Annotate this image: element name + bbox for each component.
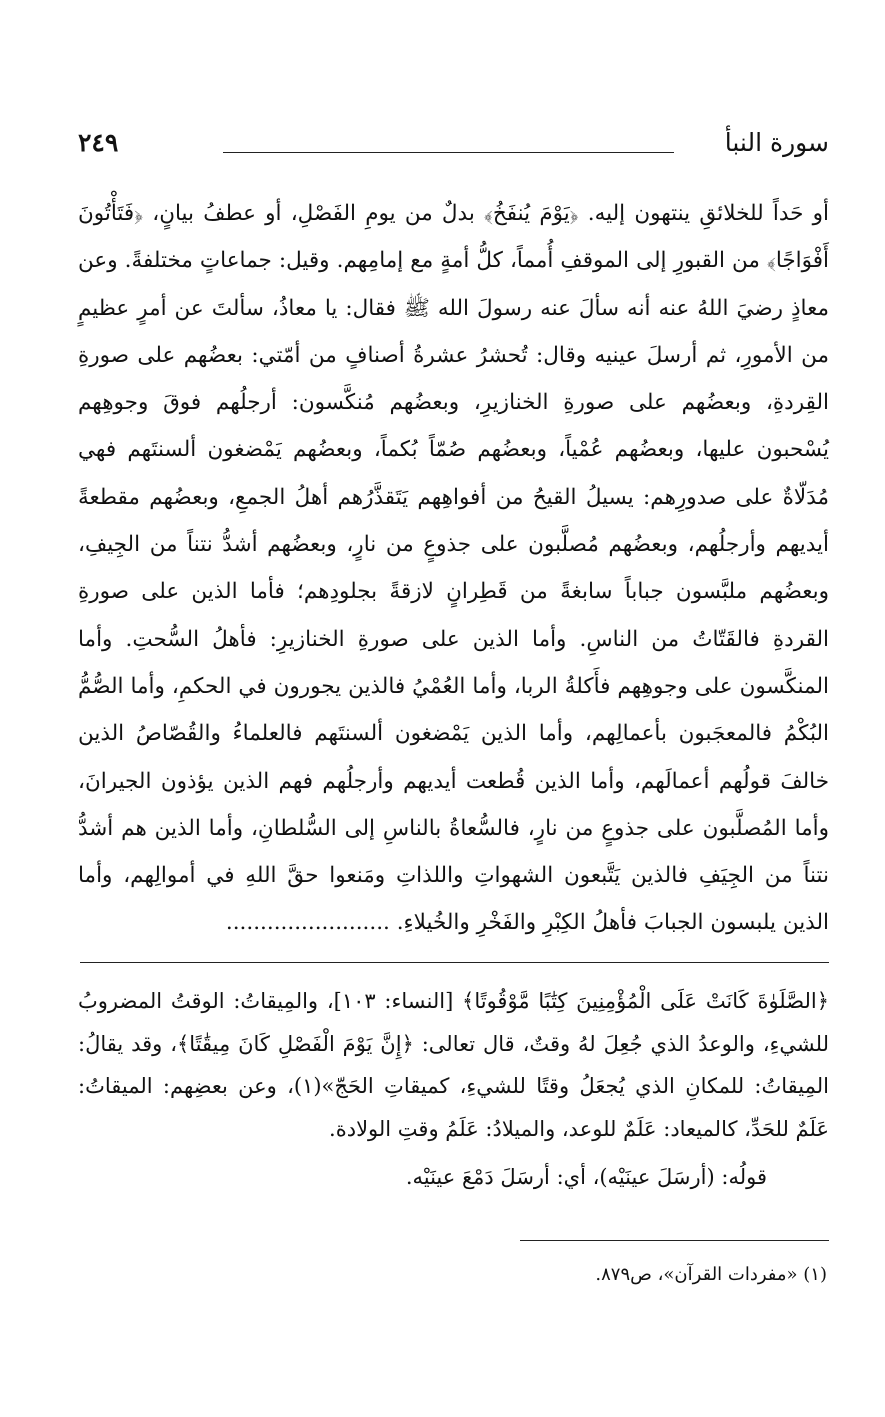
commentary-paragraph-1: ﴿الصَّلَوٰةَ كَانَتْ عَلَى الْمُؤْمِنِينَ كِتَٰبًا مَّوْقُوتًا﴾ [النساء: ١٠٣]، والمِيقاتُ: الوقتُ المضروبُ للشيءِ، والوعدُ الذي جُعِلَ لهُ وقتٌ، قال تعالى: ﴿إِنَّ يَوْمَ الْفَصْلِ كَانَ مِيقَٰتًا﴾، وقد يقالُ: المِيقاتُ: للمكانِ الذي يُجعَلُ وقتًا للشيءِ، كميقاتِ الحَجّ»(١)، وعن بعضِهم: الميقاتُ: عَلَمٌ للحَدِّ، كالميعاد: عَلَمٌ للوعد، والميلادُ: عَلَمُ وقتِ الولادة. — [78, 989, 829, 1141]
section-divider — [80, 962, 829, 963]
page-number: ٢٤٩ — [78, 128, 119, 157]
main-paragraph: أو حَداً للخلائقِ ينتهون إليه. ﴿يَوْمَ يُنفَخُ﴾ بدلٌ من يومِ الفَصْلِ، أو عطفُ بيانٍ، ﴿فَتَأْتُونَ أَفْوَاجًا﴾ من القبورِ إلى الموقفِ أُمماً، كلُّ أمةٍ مع إمامِهم. وقيل: جماعاتٍ مختلفةً. وعن معاذٍ رضيَ اللهُ عنه أنه سألَ عنه رسولَ الله ﷺ فقال: يا معاذُ، سألتَ عن أمرٍ عظيمٍ من الأمورِ، ثم أرسلَ عينيه وقال: تُحشرُ عشرةُ أصنافٍ من أمّتي: بعضُهم على صورةِ القِردةِ، وبعضُهم على صورةِ الخنازيرِ، وبعضُهم مُنكَّسون: أرجلُهم فوقَ وجوهِهم يُسْحبون عليها، وبعضُهم عُمْياً، وبعضُهم صُمّاً بُكماً، وبعضُهم يَمْضغون ألسنتَهم فهي مُدَلّاةٌ على صدورِهم: يسيلُ القيحُ من أفواهِهم يَتَقذَّرُهم أهلُ الجمعِ، وبعضُهم مقطعةً أيديهم وأرجلُهم، وبعضُهم مُصلَّبون على جذوعٍ من نارٍ، وبعضُهم أشدُّ نتناً من الجِيفِ، وبعضُهم ملبَّسون جباباً سابغةً من قَطِرانٍ لازقةً بجلودِهم؛ فأما الذين على صورةِ القردةِ فالقَتّاتُ من الناسِ. وأما الذين على صورةِ الخنازيرِ: فأهلُ السُّحتِ. وأما المنكَّسون على وجوهِهم فأَكلةُ الربا، وأما العُمْيُ فالذين يجورون في الحكمِ، وأما الصُّمُّ البُكْمُ فالمعجَبون بأعمالِهم، وأما الذين يَمْضغون ألسنتَهم فالعلماءُ والقُصّاصُ الذين خالفَ قولُهم أعمالَهم، وأما الذين قُطعت أيديهم وأرجلُهم فهم الذين يؤذون الجيرانَ، وأما المُصلَّبون على جذوعٍ من نارٍ، فالسُّعاةُ بالناسِ إلى السُّلطانِ، وأما الذين هم أشدُّ نتناً من الجِيَفِ فالذين يَتَّبعون الشهواتِ واللذاتِ ومَنعوا حقَّ اللهِ في أموالِهم، وأما الذين يلبسون الجبابَ فأهلُ الكِبْرِ والفَخْرِ والخُيلاءِ. ........................ — [78, 201, 829, 936]
header-rule — [223, 152, 674, 153]
footnote: (١) «مفردات القرآن»، ص٨٧٩. — [595, 1264, 827, 1285]
main-text-block — [78, 190, 829, 947]
commentary-paragraph-2: قولُه: (أرسَلَ عينَيْه)، أي: أرسَلَ دَمْعَ عينَيْه. — [405, 1165, 767, 1189]
page-header — [78, 128, 829, 172]
footnote-rule — [520, 1240, 829, 1241]
surah-title: سورة النبأ — [724, 128, 829, 157]
commentary-block — [78, 980, 829, 1199]
